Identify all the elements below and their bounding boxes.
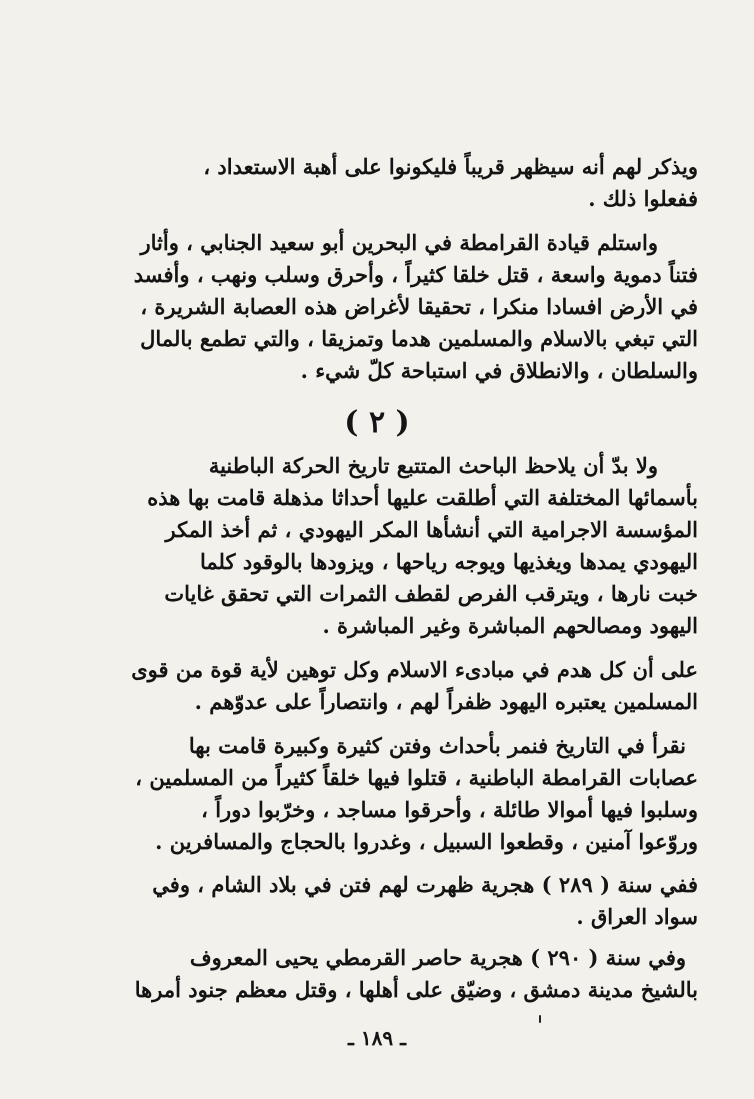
text-line: التي تبغي بالاسلام والمسلمين هدما وتمزيقا ، والتي تطمع بالمال <box>140 326 698 351</box>
print-mark <box>539 1015 541 1023</box>
text-line: اليهودي يمدها ويغذيها ويوجه رياحها ، ويزودها بالوقود كلما <box>200 549 698 574</box>
text-line: فتناً دموية واسعة ، قتل خلقا كثيراً ، وأحرق وسلب ونهب ، وأفسد <box>133 262 698 287</box>
paragraph-4 <box>86 654 698 718</box>
paragraph-7 <box>86 942 698 1006</box>
text-line: ولا بدّ أن يلاحظ الباحث المتتبع تاريخ الحركة الباطنية <box>208 453 658 478</box>
text-line: بأسمائها المختلفة التي أطلقت عليها أحداثا مذهلة قامت بها هذه <box>147 485 698 510</box>
page-number: ـ ١٨٩ ـ <box>348 1026 406 1050</box>
text-line: نقرأ في التاريخ فنمر بأحداث وفتن كثيرة وكبيرة قامت بها <box>188 733 686 758</box>
text-line: اليهود ومصالحهم المباشرة وغير المباشرة . <box>322 613 698 638</box>
text-line: في الأرض افسادا منكرا ، تحقيقا لأغراض هذه العصابة الشريرة ، <box>140 294 698 319</box>
text-line: المسلمين يعتبره اليهود ظفراً لهم ، وانتصاراً على عدوّهم . <box>194 689 698 714</box>
paragraph-5 <box>86 730 698 858</box>
text-line: بالشيخ مدينة دمشق ، وضيّق على أهلها ، وقتل معظم جنود أمرها <box>134 977 698 1002</box>
text-line: والسلطان ، والانطلاق في استباحة كلّ شيء . <box>300 358 698 383</box>
paragraph-2 <box>86 227 698 387</box>
text-line: عصابات القرامطة الباطنية ، قتلوا فيها خلقاً كثيراً من المسلمين ، <box>135 765 698 790</box>
paragraph-3 <box>86 450 698 642</box>
paragraph-6 <box>86 869 698 933</box>
text-line: ويذكر لهم أنه سيظهر قريباً فليكونوا على أهبة الاستعداد ، <box>203 154 698 179</box>
text-line: واستلم قيادة القرامطة في البحرين أبو سعيد الجنابي ، وأثار <box>140 230 658 255</box>
text-line: وسلبوا فيها أموالا طائلة ، وأحرقوا مساجد ، وخرّبوا دوراً ، <box>201 797 698 822</box>
text-line: وروّعوا آمنين ، وقطعوا السبيل ، وغدروا بالحجاج والمسافرين . <box>155 829 698 854</box>
text-line: وفي سنة ( ٢٩٠ ) هجرية حاصر القرمطي يحيى المعروف <box>189 945 686 970</box>
text-line: على أن كل هدم في مبادىء الاسلام وكل توهين لأية قوة من قوى <box>131 657 698 682</box>
text-line: خبت نارها ، ويترقب الفرص لقطف الثمرات التي تحقق غايات <box>164 581 698 606</box>
paragraph-1 <box>86 151 698 215</box>
text-line: ففي سنة ( ٢٨٩ ) هجرية ظهرت لهم فتن في بلاد الشام ، وفي <box>152 872 698 897</box>
section-heading: ( ٢ ) <box>344 405 410 440</box>
text-line: ففعلوا ذلك . <box>588 186 698 211</box>
text-line: سواد العراق . <box>576 904 698 929</box>
text-line: المؤسسة الاجرامية التي أنشأها المكر اليهودي ، ثم أخذ المكر <box>165 517 698 542</box>
